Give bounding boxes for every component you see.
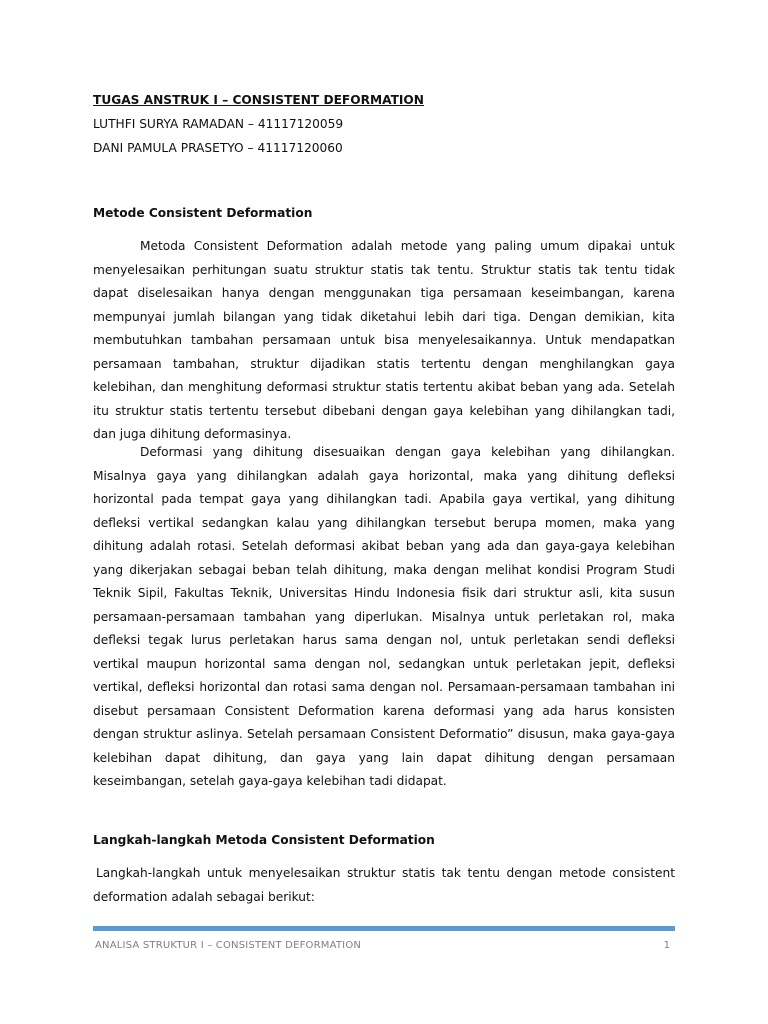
section-heading-langkah: Langkah-langkah Metoda Consistent Deformation xyxy=(93,833,435,847)
page-number: 1 xyxy=(663,940,670,951)
paragraph-deformation: Deformasi yang dihitung disesuaikan dengan gaya kelebihan yang dihilangkan. Misalnya gaya yang dihilangkan adalah gaya horizontal, maka yang dihitung defleksi horizontal pada tempat gaya yang dihilangkan tadi. Apabila gaya vertikal, yang dihitung defleksi vertikal sedangkan kalau yang dihilangkan tersebut berupa momen, maka yang dihitung adalah rotasi. Setelah deformasi akibat beban yang ada dan gaya-gaya kelebihan yang dikerjakan sebagai beban telah dihitung, maka dengan melihat kondisi Program Studi Teknik Sipil, Fakultas Teknik, Universitas Hindu Indonesia fisik dari struktur asli, kita susun persamaan-persamaan tambahan yang diperlukan. Misalnya untuk perletakan rol, maka defleksi tegak lurus perletakan harus sama dengan nol, untuk perletakan sendi defleksi vertikal maupun horizontal sama dengan nol, sedangkan untuk perletakan jepit, defleksi vertikal, defleksi horizontal dan rotasi sama dengan nol. Persamaan-persamaan tambahan ini disebut persamaan Consistent Deformation karena deformasi yang ada harus konsisten dengan struktur aslinya. Setelah persamaan Consistent Deformatio” disusun, maka gaya-gaya kelebihan dapat dihitung, dan gaya yang lain dapat dihitung dengan persamaan keseimbangan, setelah gaya-gaya kelebihan tadi didapat. xyxy=(93,445,675,788)
paragraph-steps-intro: Langkah-langkah untuk menyelesaikan struktur statis tak tentu dengan metode consistent deformation adalah sebagai berikut: xyxy=(93,866,675,904)
author-line-1: LUTHFI SURYA RAMADAN – 41117120059 xyxy=(93,117,344,131)
footer-title: ANALISA STRUKTUR I – CONSISTENT DEFORMATION xyxy=(95,940,362,951)
footer-divider xyxy=(93,926,675,931)
document-header xyxy=(93,88,683,160)
author-line-2: DANI PAMULA PRASETYO – 41117120060 xyxy=(93,141,343,155)
paragraph-definition: Metoda Consistent Deformation adalah metode yang paling umum dipakai untuk menyelesaikan perhitungan suatu struktur statis tak tentu. Struktur statis tak tentu tidak dapat diselesaikan hanya dengan menggunakan tiga persamaan keseimbangan, karena mempunyai jumlah bilangan yang tidak diketahui lebih dari tiga. Dengan demikian, kita membutuhkan tambahan persamaan untuk bisa menyelesaikannya. Untuk mendapatkan persamaan tambahan, struktur dijadikan statis tertentu dengan menghilangkan gaya kelebihan, dan menghitung deformasi struktur statis tertentu akibat beban yang ada. Setelah itu struktur statis tertentu tersebut dibebani dengan gaya kelebihan yang dihilangkan tadi, dan juga dihitung deformasinya. xyxy=(93,239,675,441)
section-heading-metode: Metode Consistent Deformation xyxy=(93,206,313,220)
assignment-title: TUGAS ANSTRUK I – CONSISTENT DEFORMATION xyxy=(93,93,424,107)
